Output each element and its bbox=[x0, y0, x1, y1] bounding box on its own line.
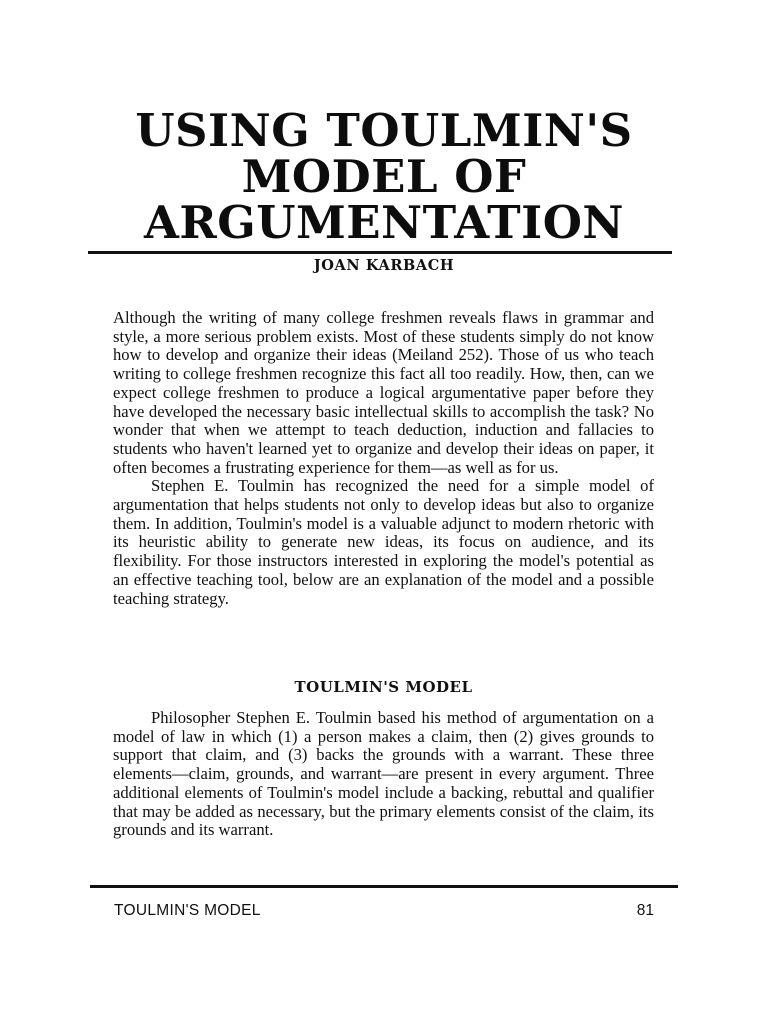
section-heading: TOULMIN'S MODEL bbox=[294, 678, 473, 696]
article-title bbox=[0, 104, 768, 249]
title-line-2: MODEL OF bbox=[241, 150, 527, 203]
section-text bbox=[113, 709, 654, 840]
title-line-3: ARGUMENTATION bbox=[143, 196, 625, 249]
title-line-1: USING TOULMIN'S bbox=[135, 104, 633, 157]
title-divider bbox=[88, 251, 672, 254]
section-paragraph: Philosopher Stephen E. Toulmin based his method of argumentation on a model of law in which (1) a person makes a claim, then (2) gives grounds to support that claim, and (3) backs the grounds with a warrant. These three elements—claim, grounds, and warrant—are present in every argument. Three additional elements of Toulmin's model include a backing, rebuttal and qualifier that may be added as necessary, but the primary elements consist of the claim, its grounds and its warrant. bbox=[113, 708, 654, 840]
intro-text bbox=[113, 309, 654, 608]
page-number: 81 bbox=[636, 902, 654, 919]
running-title: TOULMIN'S MODEL bbox=[114, 902, 261, 919]
intro-paragraph: Stephen E. Toulmin has recognized the need for a simple model of argumentation that helps students not only to develop ideas but also to organize them. In addition, Toulmin's model is a valuable adjunct to modern rhetoric with its heuristic ability to generate new ideas, its focus on audience, and its flexibility. For those instructors interested in exploring the model's potential as an effective teaching tool, below are an explanation of the model and a possible teaching strategy. bbox=[113, 476, 654, 608]
footer-divider bbox=[90, 885, 678, 888]
author-name: JOAN KARBACH bbox=[313, 257, 455, 274]
intro-paragraph: Although the writing of many college freshmen reveals flaws in grammar and style, a more serious problem exists. Most of these students simply do not know how to develop and organize their ideas (Meiland 252). Those of us who teach writing to college freshmen recognize this fact all too readily. How, then, can we expect college freshmen to produce a logical argumentative paper before they have developed the necessary basic intellectual skills to accomplish the task? No wonder that when we attempt to teach deduction, induction and fallacies to students who haven't learned yet to organize and develop their ideas on paper, it often becomes a frustrating experience for them—as well as for us. bbox=[113, 308, 654, 477]
